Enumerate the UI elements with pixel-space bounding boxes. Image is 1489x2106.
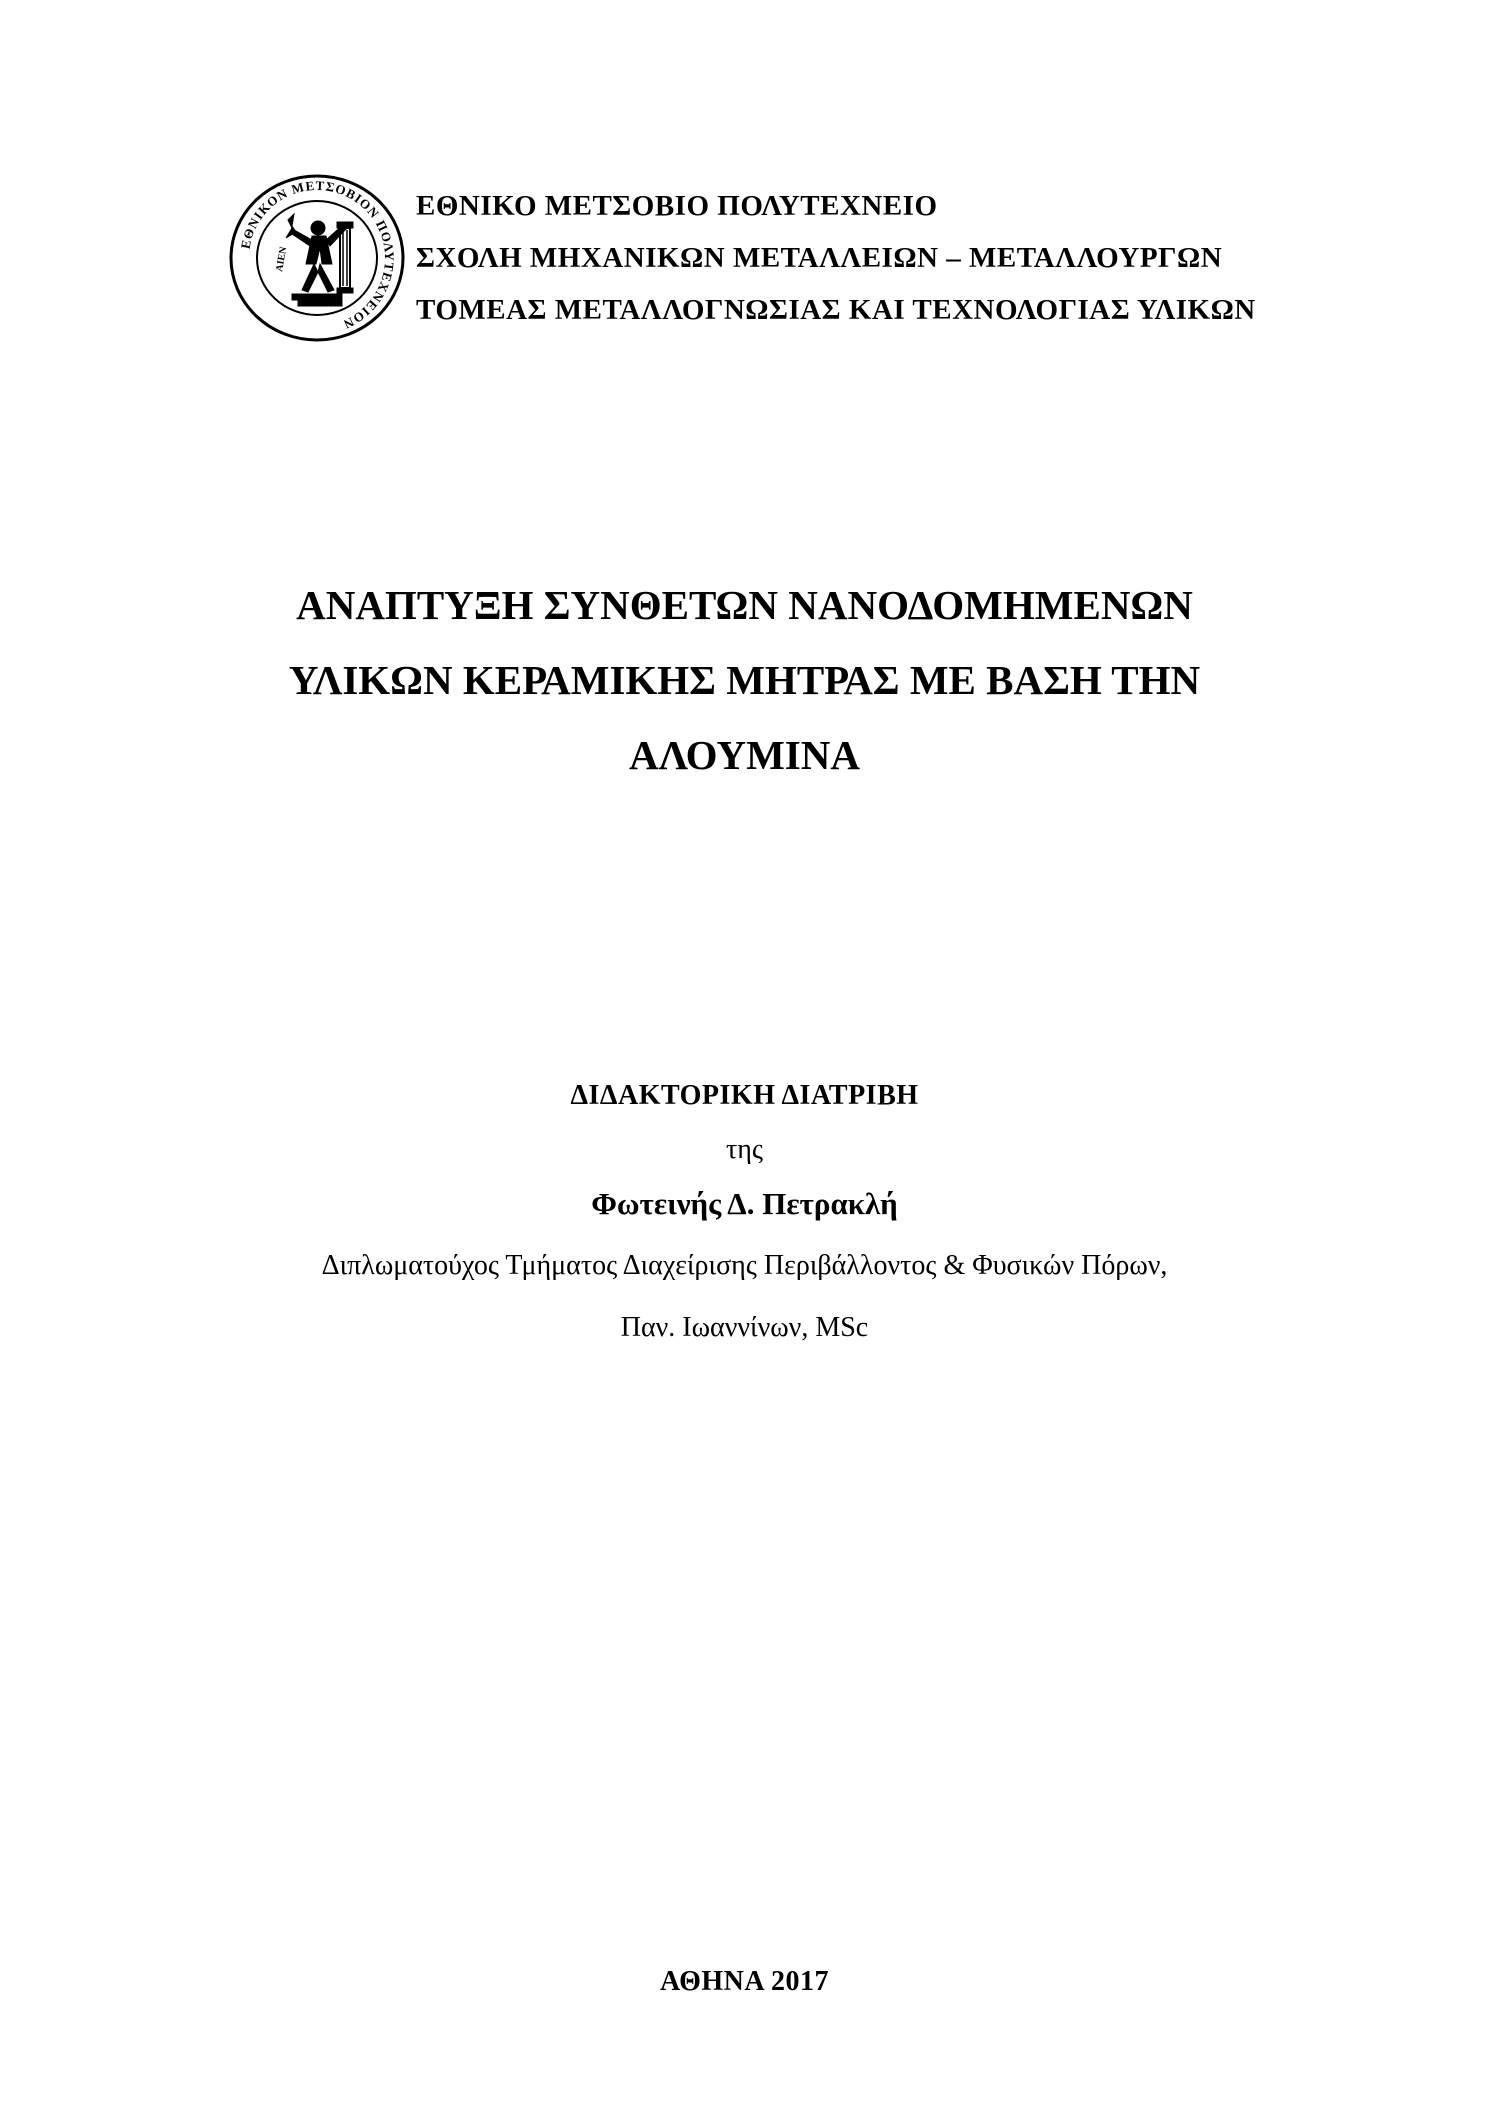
thesis-of: της bbox=[726, 1134, 763, 1165]
university-seal-icon bbox=[222, 172, 412, 344]
thesis-info bbox=[0, 1076, 1489, 1348]
title-line-2: ΥΛΙΚΩΝ ΚΕΡΑΜΙΚΗΣ ΜΗΤΡΑΣ ΜΕ ΒΑΣΗ ΤΗΝ bbox=[288, 657, 1201, 703]
author-credentials-line-2: Παν. Ιωαννίνων, MSc bbox=[620, 1312, 869, 1343]
seal-ring-text: ΕΘΝΙΚΟΝ ΜΕΤΣΟΒΙΟΝ ΠΟΛΥΤΕΧΝΕΙΟΝ bbox=[237, 177, 398, 333]
title-line-1: ΑΝΑΠΤΥΞΗ ΣΥΝΘΕΤΩΝ ΝΑΝΟΔΟΜΗΜΕΝΩΝ bbox=[296, 582, 1193, 628]
title-line-3: ΑΛΟΥΜΙΝΑ bbox=[629, 732, 860, 778]
department-name: ΤΟΜΕΑΣ ΜΕΤΑΛΛΟΓΝΩΣΙΑΣ ΚΑΙ ΤΕΧΝΟΛΟΓΙΑΣ ΥΛΙΚΩΝ bbox=[416, 294, 1256, 326]
thesis-type: ΔΙΔΑΚΤΟΡΙΚΗ ΔΙΑΤΡΙΒΗ bbox=[570, 1080, 919, 1111]
thesis-title bbox=[0, 568, 1489, 793]
institution-header bbox=[416, 180, 1416, 336]
place-date: ΑΘΗΝΑ 2017 bbox=[659, 1966, 830, 1997]
school-name: ΣΧΟΛΗ ΜΗΧΑΝΙΚΩΝ ΜΕΤΑΛΛΕΙΩΝ – ΜΕΤΑΛΛΟΥΡΓΩΝ bbox=[416, 242, 1223, 274]
author-name: Φωτεινής Δ. Πετρακλή bbox=[591, 1186, 898, 1221]
university-name: ΕΘΝΙΚΟ ΜΕΤΣΟΒΙΟ ΠΟΛΥΤΕΧΝΕΙΟ bbox=[416, 190, 938, 222]
author-credentials-line-1: Διπλωματούχος Τμήματος Διαχείρισης Περιβάλλοντος & Φυσικών Πόρων, bbox=[321, 1250, 1168, 1281]
svg-text:ΑΙΕΝ: ΑΙΕΝ bbox=[274, 245, 290, 273]
